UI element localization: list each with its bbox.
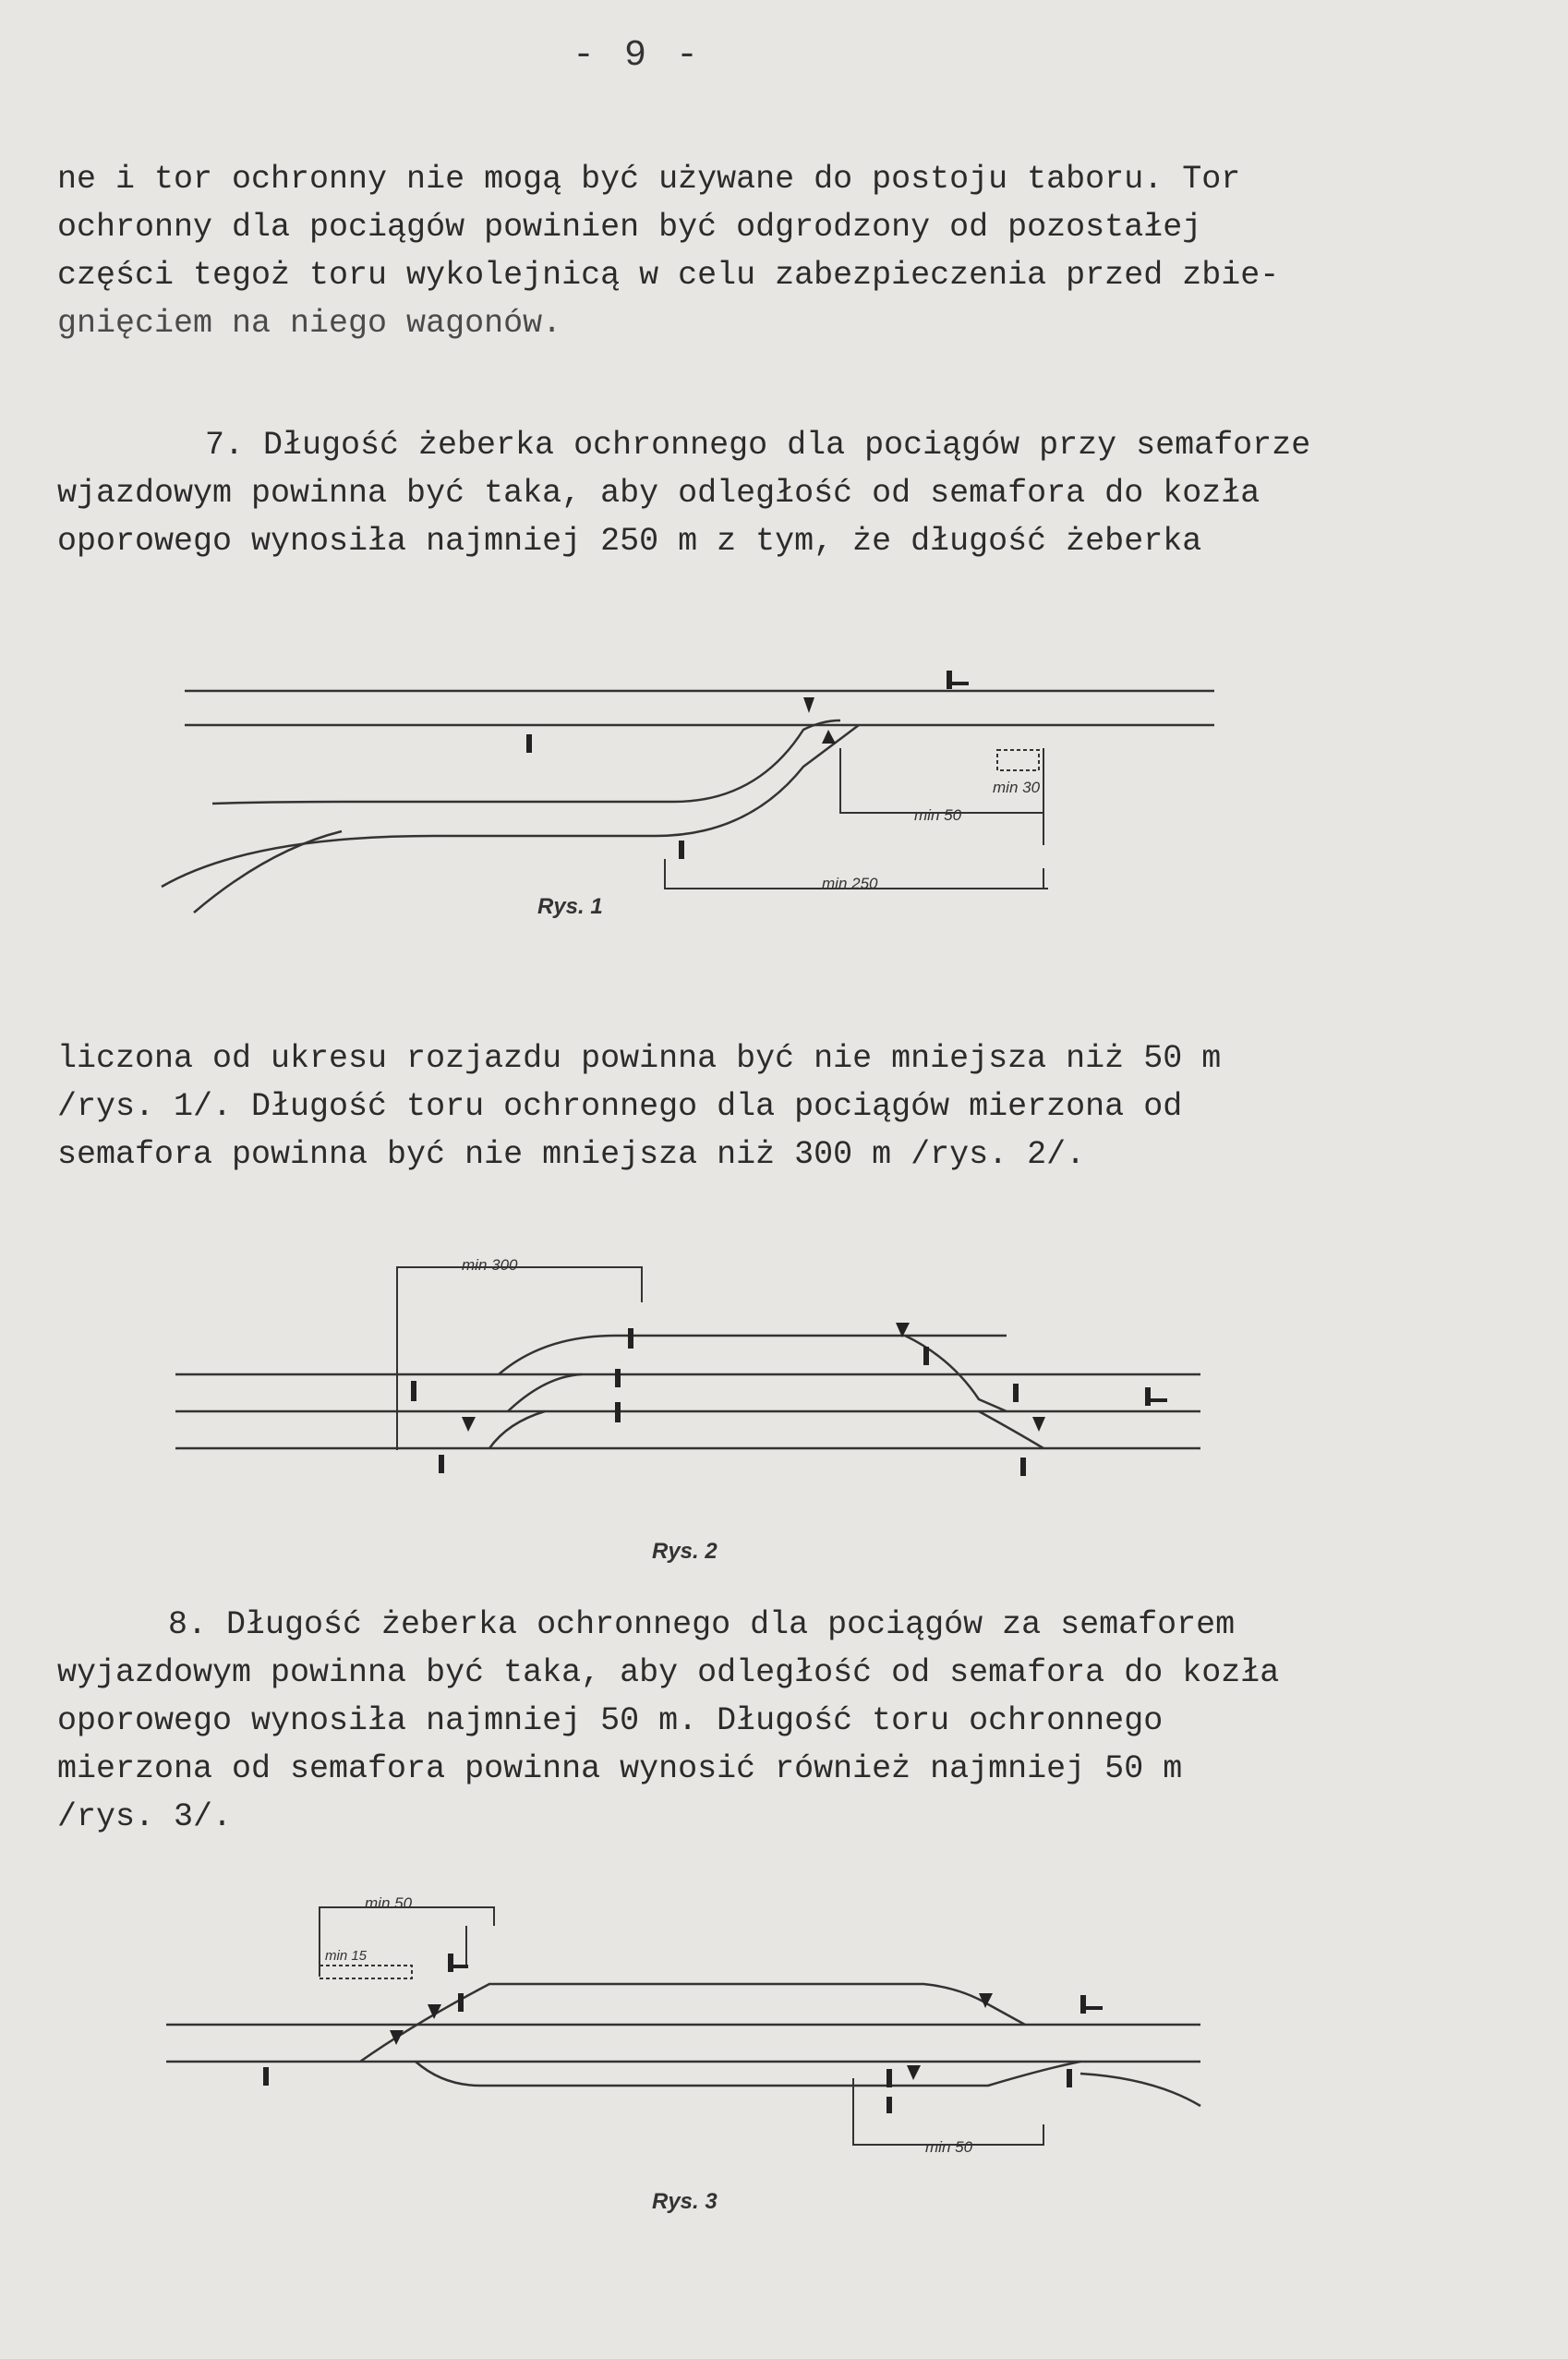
dimension-label-min300: min 300 [462,1256,518,1274]
signal-mark [1151,1398,1167,1402]
signal-mark [947,671,952,689]
signal-mark [526,734,532,753]
figure-1-caption: Rys. 1 [537,894,603,919]
paragraph-section-8 [57,1601,1442,1841]
signal-mark [1013,1384,1019,1402]
dimension-label-min50-bottom: min 50 [925,2138,973,2156]
text-line: 7. Długość żeberka ochronnego dla pociągów przy semaforze [205,427,1311,464]
figure-2-svg [157,1247,1228,1487]
signal-mark [952,682,969,685]
signal-mark [628,1328,633,1349]
text-line: liczona od ukresu rozjazdu powinna być nie mniejsza niż 50 m [57,1040,1222,1077]
track-line [416,2062,1080,2086]
text-line: semafora powinna być nie mniejsza niż 300 m /rys. 2/. [57,1136,1086,1173]
derailer-mark [907,2065,921,2080]
page-number: - 9 - [572,35,703,77]
dimension-label-min50: min 50 [914,806,962,824]
track-line [489,1411,545,1448]
signal-mark [1020,1458,1026,1476]
text-line: /rys. 3/. [57,1798,233,1835]
signal-mark [1145,1387,1151,1406]
text-line: 8. Długość żeberka ochronnego dla pociągów za semaforem [168,1606,1236,1643]
track-line [212,720,840,804]
track-line [194,831,342,913]
dimension-label-min15: min 15 [325,1948,368,1964]
figure-3-svg [157,1884,1228,2161]
signal-mark [923,1347,929,1365]
track-line [508,1374,582,1411]
derailer-mark [390,2030,404,2045]
paragraph-section-7-continued [57,1034,1442,1179]
paragraph-intro [57,155,1442,347]
signal-mark [887,2097,892,2113]
derailer-mark [803,697,814,713]
signal-mark [263,2067,269,2086]
signal-mark [439,1455,444,1473]
figure-3-caption: Rys. 3 [652,2189,718,2214]
signal-mark [1080,1995,1086,2014]
signal-mark [887,2069,892,2087]
signal-mark [1086,2006,1103,2010]
text-line: ochronny dla pociągów powinien być odgrodzony od pozostałej [57,209,1202,246]
track-line [499,1336,1007,1374]
signal-mark [453,1965,468,1968]
signal-mark [679,841,684,859]
text-line: /rys. 1/. Długość toru ochronnego dla pociągów mierzona od [57,1088,1183,1125]
signal-mark [411,1381,416,1401]
signal-mark [615,1402,621,1422]
figure-1-diagram [157,647,1228,942]
dimension-label-min30: min 30 [993,779,1041,796]
text-line: wjazdowym powinna być taka, aby odległość od semafora do kozła [57,475,1260,512]
text-line: ne i tor ochronny nie mogą być używane do postoju taboru. Tor [57,161,1241,198]
signal-mark [458,1993,464,2012]
text-line: gnięciem na niego wagonów. [57,305,562,342]
text-line: oporowego wynosiła najmniej 250 m z tym, że długość żeberka [57,523,1202,560]
derailer-mark [822,730,836,744]
text-line: wyjazdowym powinna być taka, aby odległość od semafora do kozła [57,1654,1280,1691]
signal-mark [615,1369,621,1387]
figure-3-diagram [157,1884,1228,2161]
text-line: mierzona od semafora powinna wynosić również najmniej 50 m [57,1750,1183,1787]
signal-mark [448,1954,453,1972]
track-line [1080,2074,1200,2106]
text-line: oporowego wynosiła najmniej 50 m. Długość toru ochronnego [57,1702,1164,1739]
dimension-label-min50-top: min 50 [365,1894,413,1912]
dimension-label-min250: min 250 [822,875,878,892]
figure-2-caption: Rys. 2 [652,1539,718,1564]
derailer-mark [462,1417,476,1432]
figure-1-svg [157,647,1228,942]
derailer-mark [1032,1417,1045,1432]
paragraph-section-7 [57,421,1442,565]
figure-2-diagram [157,1247,1228,1487]
text-line: części tegoż toru wykolejnicą w celu zabezpieczenia przed zbie- [57,257,1280,294]
signal-mark [1067,2069,1072,2087]
